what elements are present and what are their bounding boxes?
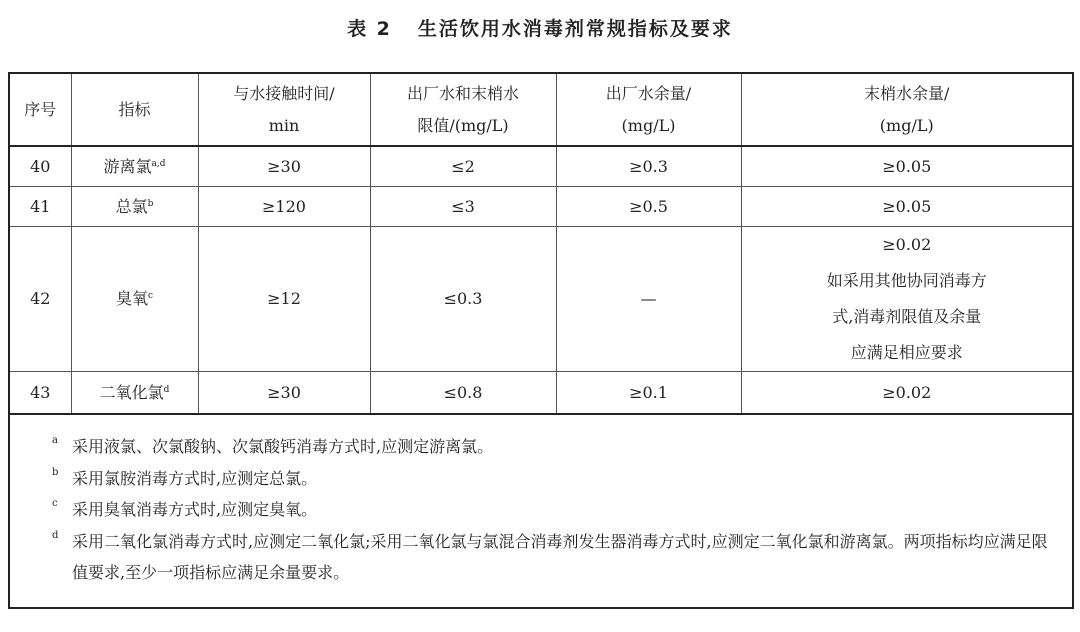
header-factory-residual-line2: (mg/L) [621, 115, 676, 135]
footnote-ref: a,d [151, 158, 166, 169]
cell-factory-residual: ≥0.5 [556, 187, 741, 227]
header-factory-limit-line1: 出厂水和末梢水 [406, 83, 519, 103]
cell-indicator [71, 146, 198, 187]
indicator-name: 总氯 [115, 196, 148, 216]
footnote [52, 526, 1056, 589]
cell-factory-residual: ≥0.1 [556, 372, 741, 415]
footnote [52, 494, 1056, 526]
cell-limit: ≤0.3 [370, 227, 556, 372]
table-number: 表 2 [347, 18, 392, 40]
cell-indicator [71, 372, 198, 415]
table-title-text: 生活饮用水消毒剂常规指标及要求 [417, 18, 733, 40]
footnotes-row [9, 414, 1073, 608]
cell-tap-residual: ≥0.05 [741, 146, 1073, 187]
footnote [52, 463, 1056, 495]
header-contact-time-line2: min [268, 115, 300, 135]
cell-tap-residual: ≥0.02 [741, 372, 1073, 415]
header-contact-time-line1: 与水接触时间/ [233, 83, 335, 103]
header-factory-residual [556, 73, 741, 146]
tap-residual-line: ≥0.02 [882, 235, 932, 254]
cell-factory-residual: — [556, 227, 741, 372]
cell-limit: ≤2 [370, 146, 556, 187]
cell-seq: 43 [9, 372, 71, 415]
indicator-name: 游离氯 [103, 156, 152, 176]
header-contact-time [198, 73, 370, 146]
indicator-name: 臭氧 [115, 289, 148, 308]
cell-indicator [71, 227, 198, 372]
footnote-mark: b [52, 466, 59, 478]
footnote-mark: c [52, 498, 58, 509]
cell-factory-residual: ≥0.3 [556, 146, 741, 187]
table-row [9, 146, 1073, 187]
disinfectant-table [8, 72, 1074, 609]
header-factory-limit-line2: 限值/(mg/L) [417, 115, 509, 135]
cell-contact-time: ≥120 [198, 187, 370, 227]
header-factory-residual-line1: 出厂水余量/ [605, 83, 692, 103]
footnote-text: 采用液氯、次氯酸钠、次氯酸钙消毒方式时,应测定游离氯。 [72, 437, 494, 456]
cell-contact-time: ≥30 [198, 372, 370, 415]
header-tap-residual-line2: (mg/L) [879, 115, 934, 135]
cell-seq: 41 [9, 187, 71, 227]
table-row [9, 187, 1073, 227]
header-tap-residual [741, 73, 1073, 146]
footnote-mark: a [52, 435, 58, 446]
cell-limit: ≤3 [370, 187, 556, 227]
tap-residual-line: 应满足相应要求 [850, 343, 963, 362]
indicator-name: 二氧化氯 [99, 382, 164, 402]
header-factory-limit [370, 73, 556, 146]
footnote-mark: d [52, 529, 59, 541]
cell-tap-residual [741, 227, 1073, 372]
header-indicator: 指标 [71, 73, 198, 146]
cell-seq: 40 [9, 146, 71, 187]
footnote [52, 431, 1056, 463]
footnote-ref: c [147, 291, 154, 301]
tap-residual-line: 如采用其他协同消毒方 [826, 271, 987, 290]
footnote-ref: d [163, 384, 170, 395]
footnote-text: 采用二氧化氯消毒方式时,应测定二氧化氯;采用二氧化氯与氯混合消毒剂发生器消毒方式时,应测定二氧化氯和游离氯。两项指标均应满足限值要求,至少一项指标应满足余量要求。 [72, 531, 1048, 582]
cell-seq: 42 [9, 227, 71, 372]
cell-tap-residual: ≥0.05 [741, 187, 1073, 227]
footnote-text: 采用氯胺消毒方式时,应测定总氯。 [72, 468, 318, 488]
table-header-row [9, 73, 1073, 146]
table-row [9, 227, 1073, 372]
tap-residual-line: 式,消毒剂限值及余量 [832, 307, 982, 326]
cell-limit: ≤0.8 [370, 372, 556, 415]
cell-contact-time: ≥12 [198, 227, 370, 372]
cell-contact-time: ≥30 [198, 146, 370, 187]
header-seq: 序号 [9, 73, 71, 146]
cell-indicator [71, 187, 198, 227]
header-tap-residual-line1: 末梢水余量/ [864, 83, 950, 103]
table-title [0, 14, 1080, 41]
footnote-ref: b [147, 198, 154, 209]
footnote-text: 采用臭氧消毒方式时,应测定臭氧。 [72, 500, 318, 519]
footnotes-cell [9, 414, 1073, 608]
table-row [9, 372, 1073, 415]
